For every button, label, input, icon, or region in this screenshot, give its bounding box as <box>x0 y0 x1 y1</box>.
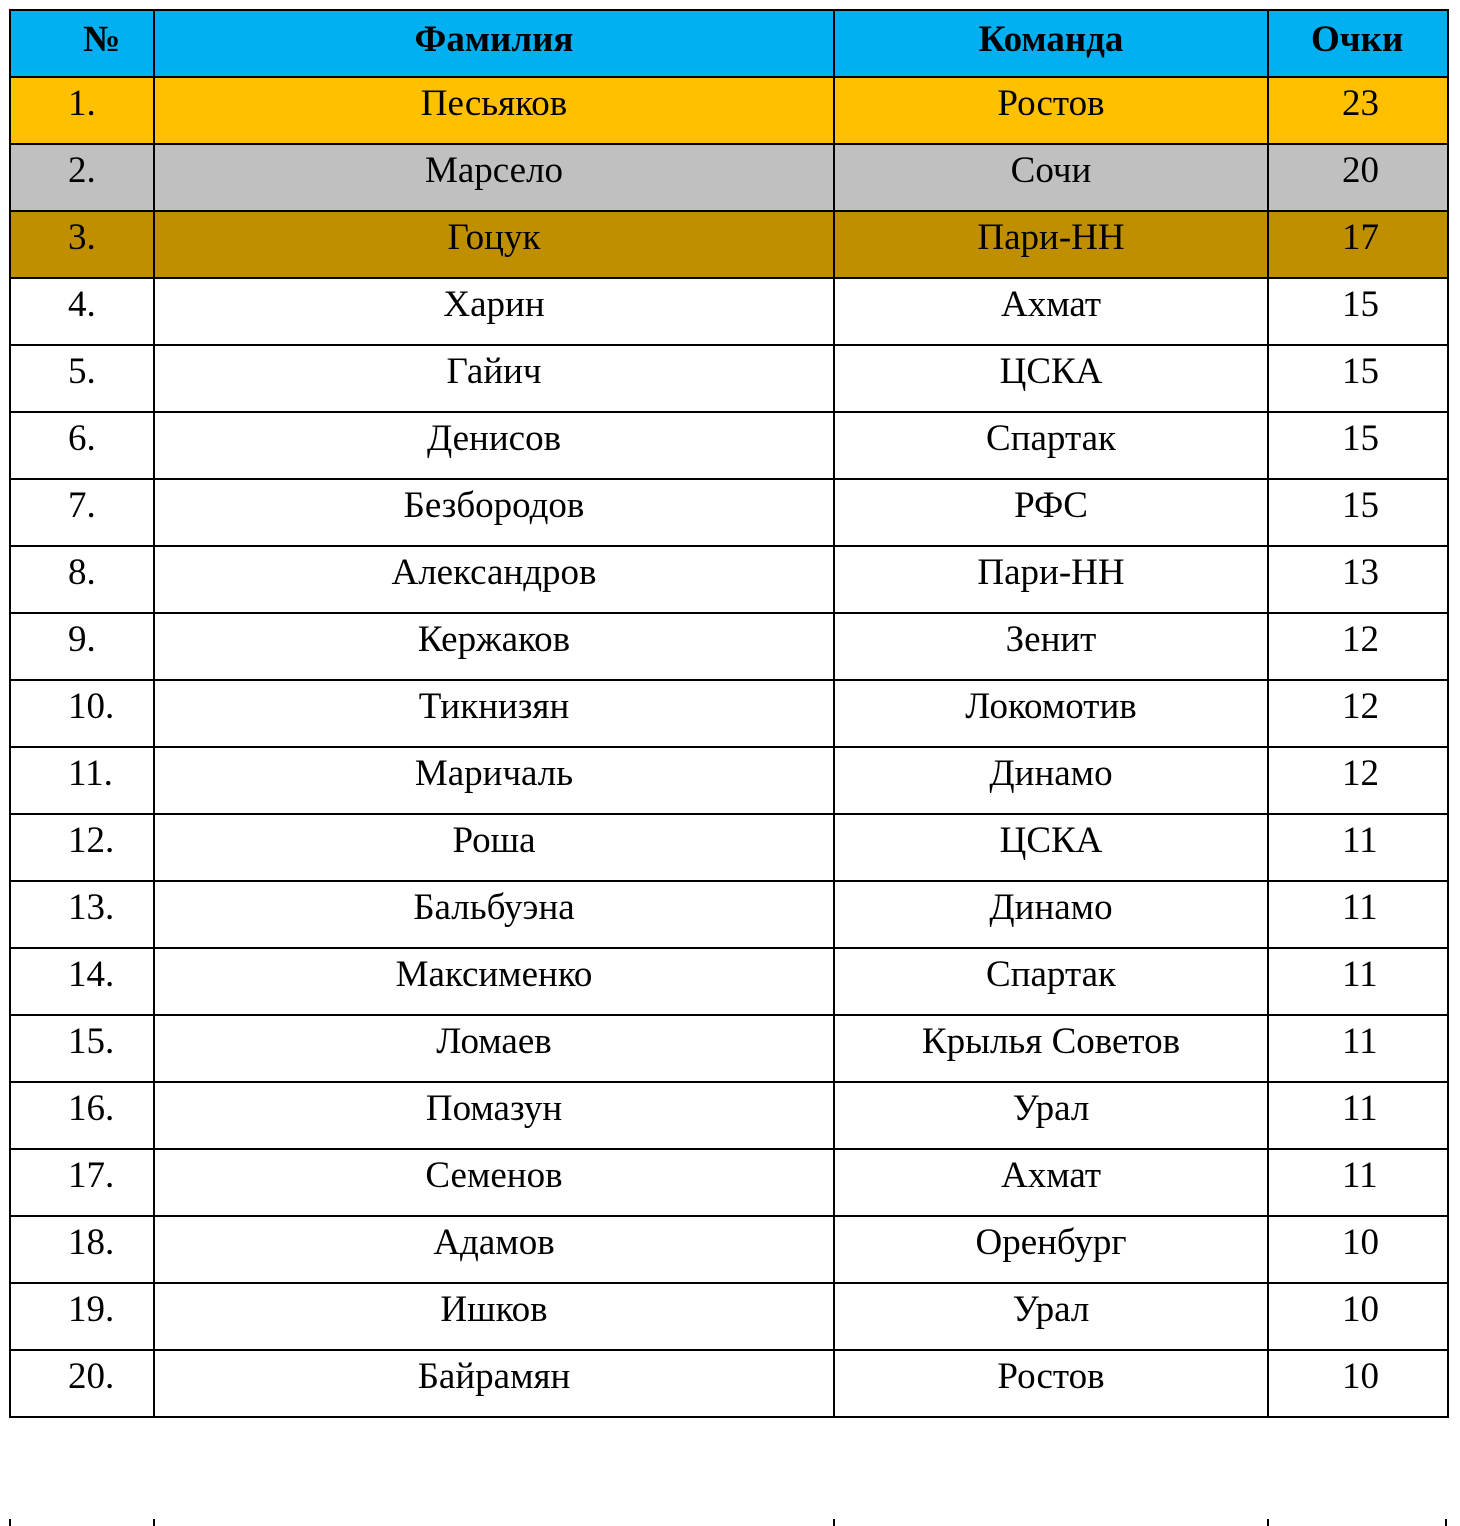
rank-cell: 4. <box>10 278 154 345</box>
table-continuation-line <box>1267 1519 1269 1526</box>
table-body <box>10 77 1448 1417</box>
rank-cell: 13. <box>10 881 154 948</box>
team-cell: Урал <box>834 1082 1268 1149</box>
team-cell: Динамо <box>834 747 1268 814</box>
header-row <box>10 10 1448 77</box>
team-cell: Ахмат <box>834 1149 1268 1216</box>
points-cell: 11 <box>1268 881 1448 948</box>
rank-cell: 11. <box>10 747 154 814</box>
table-row <box>10 814 1448 881</box>
rank-cell: 7. <box>10 479 154 546</box>
team-cell: Пари-НН <box>834 546 1268 613</box>
table-row <box>10 881 1448 948</box>
table-row <box>10 546 1448 613</box>
rank-cell: 10. <box>10 680 154 747</box>
rank-cell: 20. <box>10 1350 154 1417</box>
surname-cell: Марсело <box>154 144 834 211</box>
table-row <box>10 747 1448 814</box>
table-row <box>10 278 1448 345</box>
rank-cell: 6. <box>10 412 154 479</box>
surname-cell: Максименко <box>154 948 834 1015</box>
table-continuation-line <box>9 1519 11 1526</box>
team-cell: Спартак <box>834 412 1268 479</box>
surname-cell: Ломаев <box>154 1015 834 1082</box>
points-cell: 15 <box>1268 412 1448 479</box>
points-cell: 10 <box>1268 1216 1448 1283</box>
points-cell: 11 <box>1268 1149 1448 1216</box>
rank-cell: 1. <box>10 77 154 144</box>
points-cell: 23 <box>1268 77 1448 144</box>
surname-cell: Тикнизян <box>154 680 834 747</box>
team-cell: ЦСКА <box>834 345 1268 412</box>
points-cell: 12 <box>1268 680 1448 747</box>
table-row <box>10 613 1448 680</box>
team-cell: Спартак <box>834 948 1268 1015</box>
team-cell: Локомотив <box>834 680 1268 747</box>
team-cell: Сочи <box>834 144 1268 211</box>
surname-cell: Кержаков <box>154 613 834 680</box>
team-cell: Пари-НН <box>834 211 1268 278</box>
surname-cell: Харин <box>154 278 834 345</box>
rank-cell: 15. <box>10 1015 154 1082</box>
points-cell: 11 <box>1268 1015 1448 1082</box>
points-cell: 15 <box>1268 345 1448 412</box>
surname-cell: Маричаль <box>154 747 834 814</box>
surname-cell: Гоцук <box>154 211 834 278</box>
points-cell: 20 <box>1268 144 1448 211</box>
rank-cell: 12. <box>10 814 154 881</box>
points-cell: 10 <box>1268 1283 1448 1350</box>
surname-cell: Денисов <box>154 412 834 479</box>
team-cell: ЦСКА <box>834 814 1268 881</box>
rank-cell: 8. <box>10 546 154 613</box>
surname-cell: Ишков <box>154 1283 834 1350</box>
surname-cell: Семенов <box>154 1149 834 1216</box>
surname-cell: Адамов <box>154 1216 834 1283</box>
team-cell: РФС <box>834 479 1268 546</box>
points-cell: 11 <box>1268 948 1448 1015</box>
rank-cell: 17. <box>10 1149 154 1216</box>
table-row <box>10 1015 1448 1082</box>
surname-cell: Байрамян <box>154 1350 834 1417</box>
table-row <box>10 1216 1448 1283</box>
team-cell: Оренбург <box>834 1216 1268 1283</box>
surname-cell: Александров <box>154 546 834 613</box>
table-row <box>10 680 1448 747</box>
table-continuation-line <box>833 1519 835 1526</box>
rank-cell: 14. <box>10 948 154 1015</box>
header-number: № <box>10 10 154 77</box>
table-row <box>10 412 1448 479</box>
points-cell: 15 <box>1268 479 1448 546</box>
rank-cell: 18. <box>10 1216 154 1283</box>
points-cell: 12 <box>1268 747 1448 814</box>
points-cell: 17 <box>1268 211 1448 278</box>
team-cell: Урал <box>834 1283 1268 1350</box>
header-team: Команда <box>834 10 1268 77</box>
table-row <box>10 1082 1448 1149</box>
team-cell: Ростов <box>834 77 1268 144</box>
table-row <box>10 1283 1448 1350</box>
team-cell: Ахмат <box>834 278 1268 345</box>
header-points: Очки <box>1268 10 1448 77</box>
table-continuation-line <box>153 1519 155 1526</box>
surname-cell: Помазун <box>154 1082 834 1149</box>
table-row <box>10 948 1448 1015</box>
surname-cell: Бальбуэна <box>154 881 834 948</box>
rank-cell: 2. <box>10 144 154 211</box>
rank-cell: 9. <box>10 613 154 680</box>
table-row <box>10 1149 1448 1216</box>
points-cell: 12 <box>1268 613 1448 680</box>
surname-cell: Роша <box>154 814 834 881</box>
header-surname: Фамилия <box>154 10 834 77</box>
table-row <box>10 479 1448 546</box>
standings-table <box>9 9 1449 1418</box>
table-row <box>10 345 1448 412</box>
surname-cell: Безбородов <box>154 479 834 546</box>
points-cell: 13 <box>1268 546 1448 613</box>
team-cell: Динамо <box>834 881 1268 948</box>
surname-cell: Гайич <box>154 345 834 412</box>
team-cell: Ростов <box>834 1350 1268 1417</box>
table-row <box>10 211 1448 278</box>
table-row <box>10 1350 1448 1417</box>
rank-cell: 16. <box>10 1082 154 1149</box>
table-row <box>10 144 1448 211</box>
points-cell: 10 <box>1268 1350 1448 1417</box>
table-continuation-line <box>1445 1519 1447 1526</box>
points-cell: 11 <box>1268 814 1448 881</box>
rank-cell: 19. <box>10 1283 154 1350</box>
team-cell: Зенит <box>834 613 1268 680</box>
rank-cell: 3. <box>10 211 154 278</box>
team-cell: Крылья Советов <box>834 1015 1268 1082</box>
surname-cell: Песьяков <box>154 77 834 144</box>
rank-cell: 5. <box>10 345 154 412</box>
table-row <box>10 77 1448 144</box>
points-cell: 15 <box>1268 278 1448 345</box>
points-cell: 11 <box>1268 1082 1448 1149</box>
